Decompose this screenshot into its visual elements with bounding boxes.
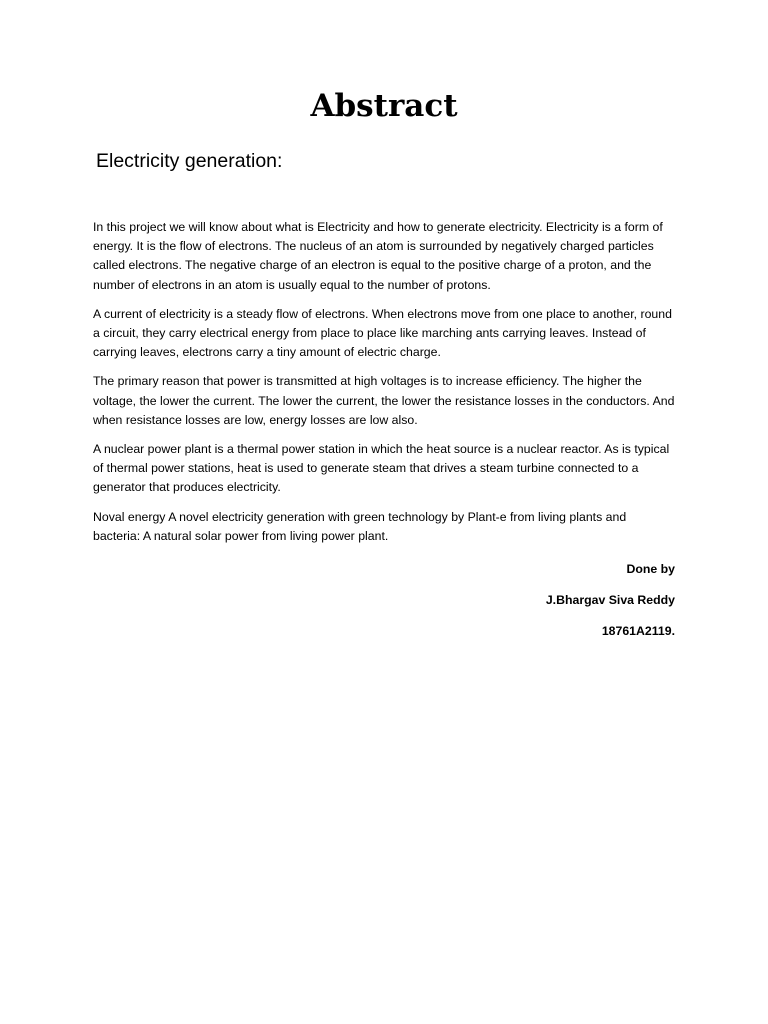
paragraph-5: Noval energy A novel electricity generation with green technology by Plant-e from living plants and bacteria: A natural solar power from living power plant. <box>93 509 627 543</box>
done-by-label: Done by <box>626 562 675 576</box>
paragraph-2: A current of electricity is a steady flow of electrons. When electrons move from one place to another, round a circuit, they carry electrical energy from place to place like marching ants carrying leaves. Instead of carrying leaves, electrons carry a tiny amount of electric charge. <box>93 306 672 360</box>
roll-number: 18761A2119. <box>601 624 675 638</box>
paragraph-3: The primary reason that power is transmitted at high voltages is to increase efficiency. The higher the voltage, the lower the current. The lower the current, the lower the resistance losses in the conductors. And when resistance losses are low, energy losses are low also. <box>93 374 675 427</box>
section-heading: Electricity generation: <box>96 150 283 172</box>
paragraph-1: In this project we will know about what is Electricity and how to generate electricity. Electricity is a form of energy. It is the flow of electrons. The nucleus of an atom is surrounded by negatively charged particles called electrons. The negative charge of an electron is equal to the positive charge of a proton, and the number of electrons in an atom is usually equal to the number of protons. <box>93 220 663 292</box>
author-name: J.Bhargav Siva Reddy <box>545 593 675 607</box>
paragraph-4: A nuclear power plant is a thermal power station in which the heat source is a nuclear reactor. As is typical of thermal power stations, heat is used to generate steam that drives a steam turbine connected to a generator that produces electricity. <box>93 442 670 495</box>
signature-block <box>546 560 675 641</box>
abstract-body <box>93 218 675 556</box>
page-title: Abstract <box>310 88 458 124</box>
